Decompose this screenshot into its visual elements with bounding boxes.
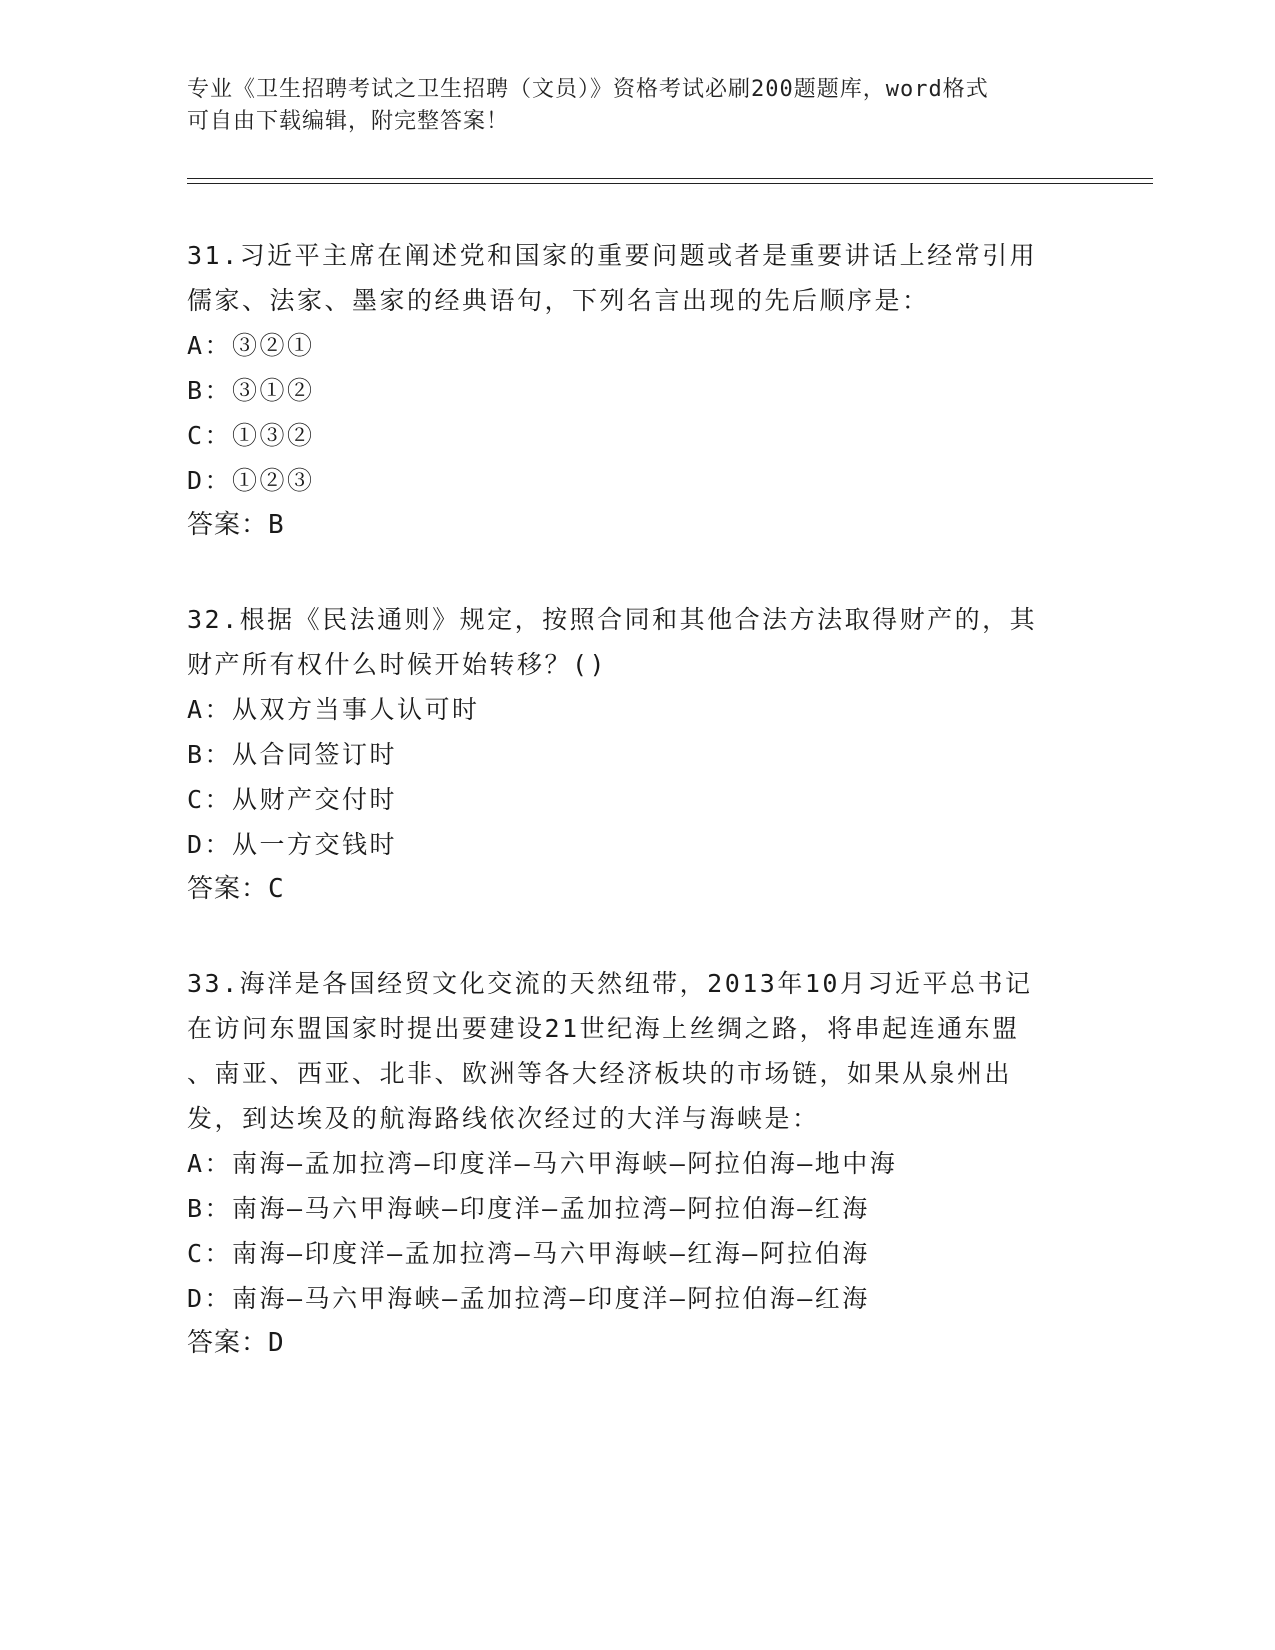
option-a: A：从双方当事人认可时 <box>187 695 480 724</box>
option-c: C：①③② <box>187 421 315 450</box>
header-line-1: 专业《卫生招聘考试之卫生招聘（文员）》资格考试必刷200题题库，word格式 <box>187 77 989 102</box>
question-32 <box>187 597 1087 912</box>
option-d: D：南海—马六甲海峡—孟加拉湾—印度洋—阿拉伯海—红海 <box>187 1284 870 1313</box>
option-b: B：③①② <box>187 376 315 405</box>
option-d: D：①②③ <box>187 466 315 495</box>
answer-line <box>187 867 1087 912</box>
header-divider-top <box>187 178 1153 179</box>
answer-label: 答案： <box>187 1328 269 1358</box>
answer-label: 答案： <box>187 874 269 904</box>
option-c: C：南海—印度洋—孟加拉湾—马六甲海峡—红海—阿拉伯海 <box>187 1239 870 1268</box>
document-header <box>187 74 1087 138</box>
question-stem-line: 财产所有权什么时候开始转移？() <box>187 650 608 679</box>
question-stem-line: 、南亚、西亚、北非、欧洲等各大经济板块的市场链，如果从泉州出 <box>187 1059 1013 1088</box>
answer-label: 答案： <box>187 510 269 540</box>
question-stem-line: 31.习近平主席在阐述党和国家的重要问题或者是重要讲话上经常引用 <box>187 241 1038 270</box>
option-d: D：从一方交钱时 <box>187 830 398 859</box>
question-stem-line: 32.根据《民法通则》规定，按照合同和其他合法方法取得财产的，其 <box>187 605 1038 634</box>
question-33 <box>187 961 1087 1366</box>
option-b: B：南海—马六甲海峡—印度洋—孟加拉湾—阿拉伯海—红海 <box>187 1194 870 1223</box>
question-stem-line: 在访问东盟国家时提出要建设21世纪海上丝绸之路，将串起连通东盟 <box>187 1014 1020 1043</box>
answer-value: B <box>268 510 285 540</box>
question-stem-line: 33.海洋是各国经贸文化交流的天然纽带，2013年10月习近平总书记 <box>187 969 1033 998</box>
option-b: B：从合同签订时 <box>187 740 398 769</box>
question-stem-line: 儒家、法家、墨家的经典语句，下列名言出现的先后顺序是： <box>187 286 930 315</box>
answer-value: D <box>268 1328 285 1358</box>
answer-line <box>187 503 1087 548</box>
option-a: A：南海—孟加拉湾—印度洋—马六甲海峡—阿拉伯海—地中海 <box>187 1149 898 1178</box>
option-c: C：从财产交付时 <box>187 785 398 814</box>
question-stem-line: 发，到达埃及的航海路线依次经过的大洋与海峡是： <box>187 1104 820 1133</box>
header-divider-bottom <box>187 183 1153 184</box>
answer-line <box>187 1321 1087 1366</box>
header-line-2: 可自由下载编辑，附完整答案！ <box>187 109 510 134</box>
question-31 <box>187 233 1087 548</box>
answer-value: C <box>268 874 285 904</box>
option-a: A：③②① <box>187 331 315 360</box>
